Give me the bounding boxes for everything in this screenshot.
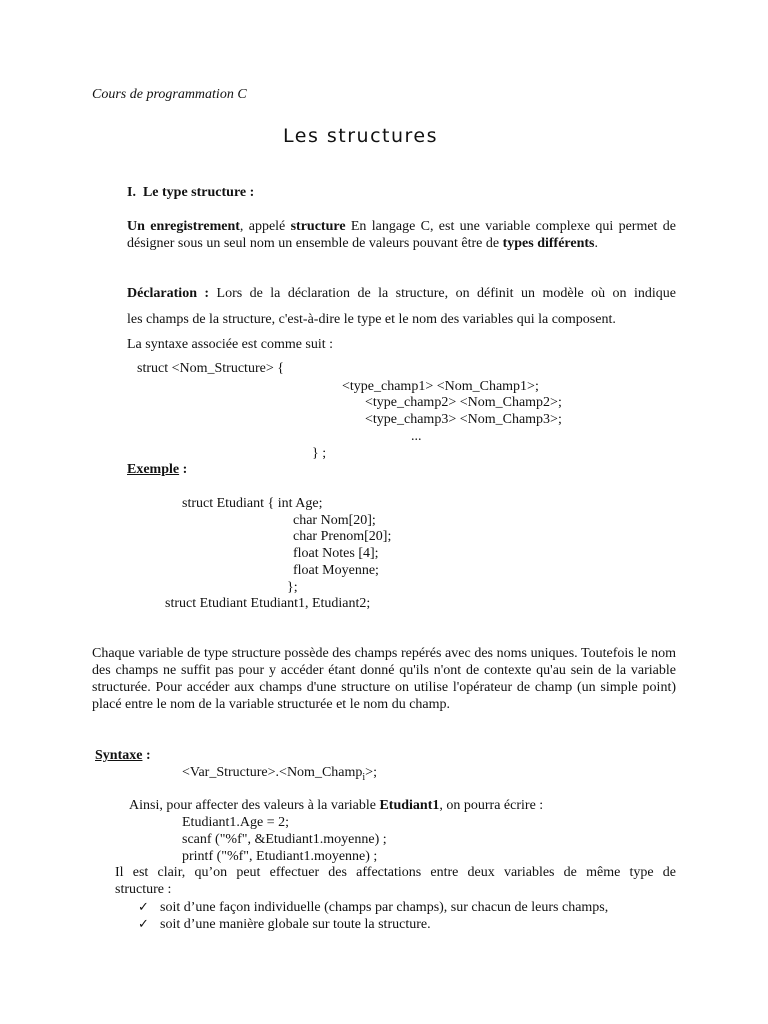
example-code-line: char Prenom[20];: [293, 529, 392, 544]
syntax-label: Syntaxe: [95, 748, 143, 763]
example-code-line: };: [287, 580, 298, 595]
assign-intro: [129, 797, 543, 814]
syntax-field3: <type_champ3> <Nom_Champ3>;: [365, 412, 562, 427]
declaration-label: Déclaration :: [127, 286, 210, 301]
assign-variable: Etudiant1: [379, 798, 440, 813]
example-code-line: float Moyenne;: [293, 563, 379, 578]
syntax-field1: <type_champ1> <Nom_Champ1>;: [342, 379, 539, 394]
syntax-ellipsis: ...: [411, 429, 422, 444]
bullet-item: [138, 915, 431, 933]
assign-code-line: scanf ("%f", &Etudiant1.moyenne) ;: [182, 832, 387, 847]
example-code-line: struct Etudiant { int Age;: [182, 496, 323, 511]
intro-text: En langage C, est une variable complexe qui permet de désigner sous un seul nom un ensemble de valeurs pouvant être de: [127, 219, 676, 251]
example-code-line: float Notes [4];: [293, 546, 379, 561]
declaration-line1: [127, 285, 676, 302]
example-heading: [127, 461, 187, 478]
assign-code-line: printf ("%f", Etudiant1.moyenne) ;: [182, 849, 378, 864]
example-label: Exemple: [127, 462, 180, 477]
term-enregistrement: Un enregistrement: [127, 219, 240, 234]
syntax-struct-close: } ;: [312, 446, 327, 461]
syntax-heading: [95, 747, 151, 764]
example-code-line: char Nom[20];: [293, 513, 376, 528]
term-structure: structure: [290, 219, 346, 234]
term-types-differents: types différents: [502, 236, 595, 251]
declaration-line2: les champs de la structure, c'est-à-dire le type et le nom des variables qui la composent.: [127, 312, 616, 327]
example-code-line: struct Etudiant Etudiant1, Etudiant2;: [165, 596, 371, 611]
syntax-colon: :: [142, 748, 151, 763]
section-heading: [127, 184, 254, 201]
assign-text: Ainsi, pour affecter des valeurs à la variable: [129, 798, 380, 813]
section-title: Le type structure :: [142, 185, 255, 200]
intro-text: .: [594, 236, 598, 251]
conclusion-line2: structure :: [115, 882, 172, 897]
intro-paragraph: [127, 218, 676, 252]
bullet-item: [138, 898, 608, 916]
declaration-text: Lors de la déclaration de la structure, on définit un modèle où on indique: [209, 286, 676, 301]
syntax-struct-open: struct <Nom_Structure> {: [137, 361, 284, 376]
syntax-subscript: i: [362, 771, 366, 783]
field-access-paragraph: Chaque variable de type structure possède des champs repérés avec des noms uniques. Toutefois le nom des champs ne suffit pas pour y accéder étant donné qu'ils n'ont de contexte qu'au sein de la variable structurée. Pour accéder aux champs d'une structure on utilise l'opérateur de champ (un simple point) placé entre le nom de la variable structurée et le nom du champ.: [92, 646, 676, 712]
check-icon: ✓: [138, 916, 149, 931]
page-title: Les structures: [283, 125, 439, 147]
bullet-text: soit d’une façon individuelle (champs par champs), sur chacun de leurs champs,: [160, 900, 609, 915]
conclusion-line1: Il est clair, qu’on peut effectuer des affectations entre deux variables de même type de: [115, 865, 676, 880]
intro-text: , appelé: [239, 219, 291, 234]
syntax-field-access: [182, 764, 377, 786]
syntax-field2: <type_champ2> <Nom_Champ2>;: [365, 395, 562, 410]
bullet-text: soit d’une manière globale sur toute la structure.: [160, 917, 431, 932]
example-colon: :: [179, 462, 188, 477]
declaration-line3: La syntaxe associée est comme suit :: [127, 337, 334, 352]
section-number: I.: [127, 185, 136, 200]
document-header: Cours de programmation C: [92, 87, 247, 102]
syntax-code: >;: [365, 765, 377, 780]
assign-text: , on pourra écrire :: [439, 798, 544, 813]
check-icon: ✓: [138, 899, 149, 914]
assign-code-line: Etudiant1.Age = 2;: [182, 815, 290, 830]
syntax-code: <Var_Structure>.<Nom_Champ: [182, 765, 363, 780]
